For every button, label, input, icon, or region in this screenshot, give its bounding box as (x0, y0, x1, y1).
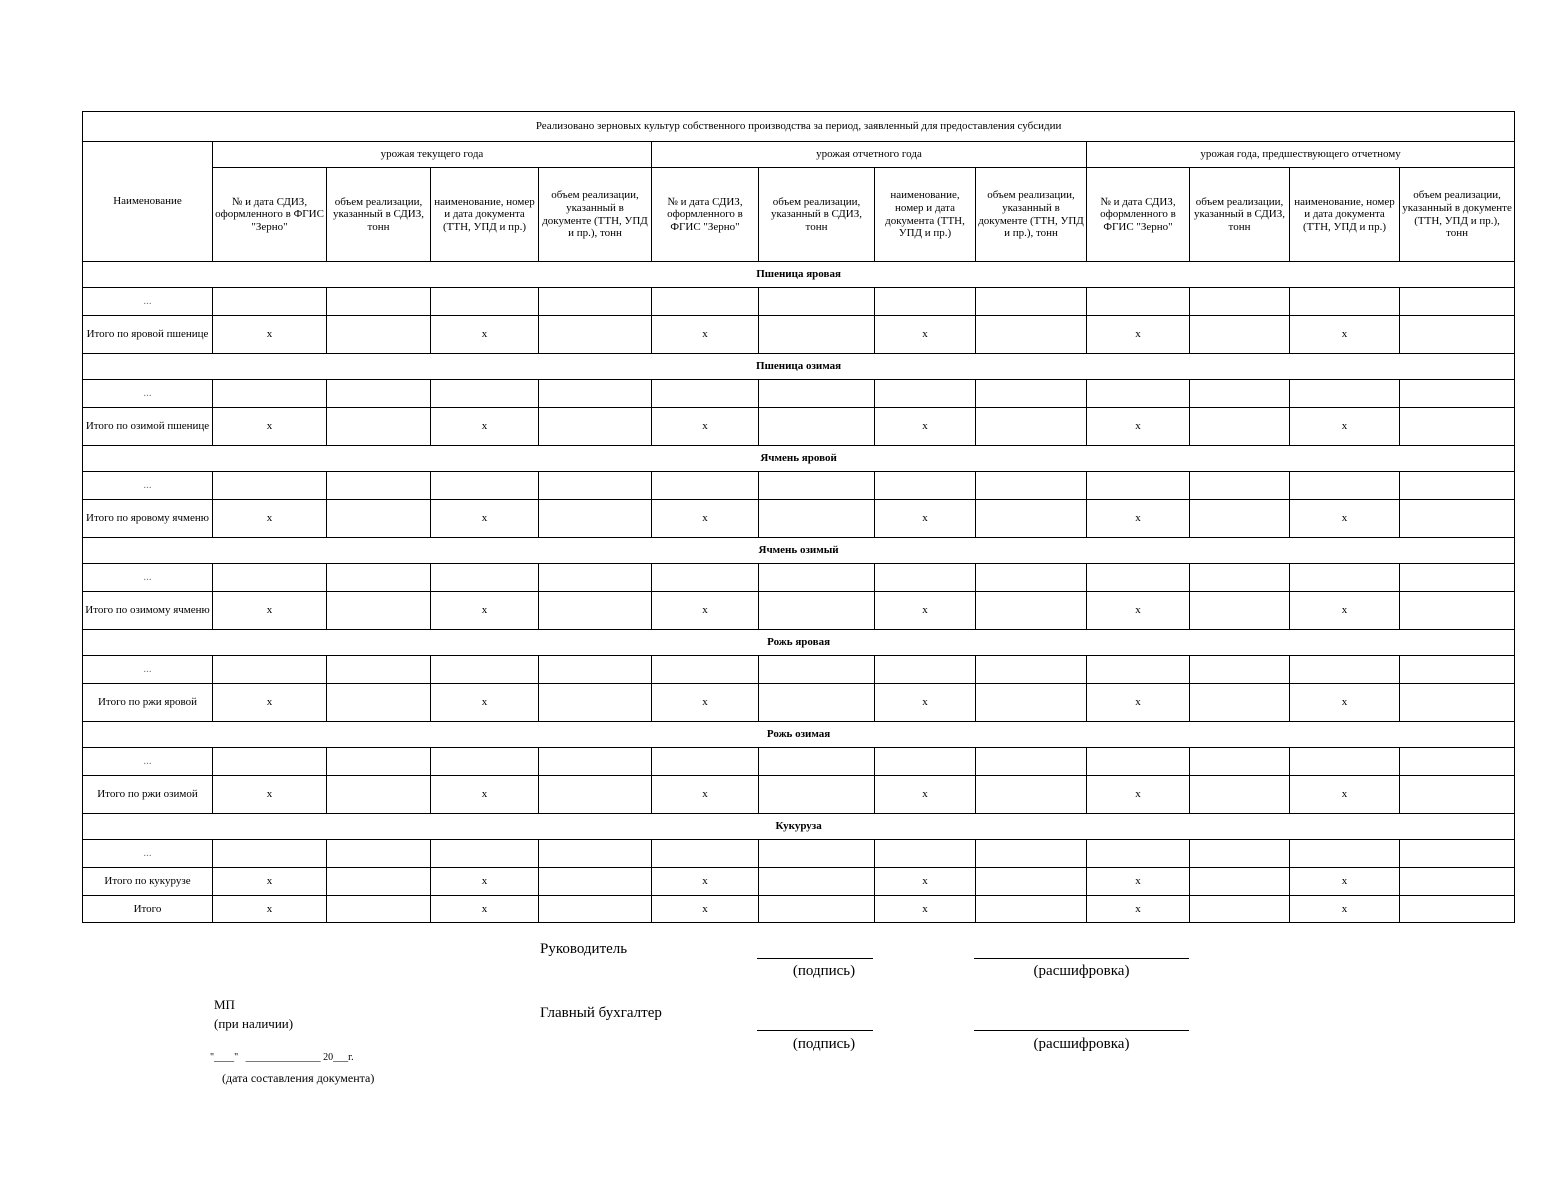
not-applicable-mark: x (875, 500, 976, 538)
date-caption: (дата составления документа) (222, 1071, 375, 1085)
entry-placeholder: ... (83, 380, 213, 408)
total-cell[interactable] (759, 776, 875, 814)
data-cell[interactable] (652, 748, 759, 776)
data-cell[interactable] (213, 656, 327, 684)
data-cell[interactable] (431, 288, 539, 316)
total-cell[interactable] (759, 592, 875, 630)
total-cell[interactable] (327, 592, 431, 630)
total-cell[interactable] (1400, 408, 1515, 446)
data-cell[interactable] (1190, 748, 1290, 776)
data-cell[interactable] (759, 380, 875, 408)
not-applicable-mark: x (875, 408, 976, 446)
total-cell[interactable] (1400, 868, 1515, 896)
data-cell[interactable] (327, 564, 431, 592)
not-applicable-mark: x (1087, 408, 1190, 446)
data-cell[interactable] (652, 472, 759, 500)
column-header: № и дата СДИЗ, оформленного в ФГИС "Зерно" (1087, 168, 1190, 262)
column-header: наименование, номер и дата документа (ТТН, УПД и пр.) (875, 168, 976, 262)
not-applicable-mark: x (875, 868, 976, 896)
data-cell[interactable] (213, 380, 327, 408)
data-cell[interactable] (431, 748, 539, 776)
column-header: № и дата СДИЗ, оформленного в ФГИС "Зерно" (652, 168, 759, 262)
total-cell[interactable] (976, 316, 1087, 354)
total-cell[interactable] (1190, 592, 1290, 630)
not-applicable-mark: x (1087, 896, 1190, 923)
not-applicable-mark: x (875, 776, 976, 814)
column-header: наименование, номер и дата документа (ТТН, УПД и пр.) (431, 168, 539, 262)
group-header-previous: урожая года, предшествующего отчетному (1087, 142, 1515, 168)
section-title: Ячмень яровой (83, 446, 1515, 472)
not-applicable-mark: x (431, 592, 539, 630)
section-total-label: Итого по ржи яровой (83, 684, 213, 722)
grand-total-cell[interactable] (759, 896, 875, 923)
total-cell[interactable] (976, 868, 1087, 896)
total-cell[interactable] (1400, 776, 1515, 814)
not-applicable-mark: x (1087, 684, 1190, 722)
not-applicable-mark: x (431, 500, 539, 538)
accountant-signature-caption: (подпись) (792, 1036, 856, 1052)
data-cell[interactable] (875, 840, 976, 868)
data-cell[interactable] (213, 472, 327, 500)
section-total-label: Итого по кукурузе (83, 868, 213, 896)
not-applicable-mark: x (1290, 684, 1400, 722)
data-cell[interactable] (431, 472, 539, 500)
total-cell[interactable] (1400, 500, 1515, 538)
data-cell[interactable] (1290, 748, 1400, 776)
data-cell[interactable] (213, 748, 327, 776)
column-header: объем реализации, указанный в СДИЗ, тонн (759, 168, 875, 262)
data-cell[interactable] (1190, 840, 1290, 868)
not-applicable-mark: x (652, 316, 759, 354)
not-applicable-mark: x (875, 316, 976, 354)
total-cell[interactable] (1400, 684, 1515, 722)
column-header: объем реализации, указанный в документе (ТТН, УПД и пр.), тонн (1400, 168, 1515, 262)
stamp-label: МП (214, 997, 235, 1012)
data-cell[interactable] (431, 656, 539, 684)
data-cell[interactable] (327, 288, 431, 316)
data-cell[interactable] (976, 656, 1087, 684)
not-applicable-mark: x (1290, 592, 1400, 630)
not-applicable-mark: x (1290, 896, 1400, 923)
data-cell[interactable] (759, 472, 875, 500)
data-cell[interactable] (976, 840, 1087, 868)
section-total-label: Итого по ржи озимой (83, 776, 213, 814)
column-header: наименование, номер и дата документа (ТТН, УПД и пр.) (1290, 168, 1400, 262)
data-cell[interactable] (539, 288, 652, 316)
data-cell[interactable] (327, 748, 431, 776)
data-cell[interactable] (1087, 840, 1190, 868)
data-cell[interactable] (327, 840, 431, 868)
grand-total-cell[interactable] (976, 896, 1087, 923)
total-cell[interactable] (327, 776, 431, 814)
date-line: "____" _______________ 20___г. (210, 1052, 354, 1063)
section-title: Кукуруза (83, 814, 1515, 840)
not-applicable-mark: x (1087, 868, 1190, 896)
not-applicable-mark: x (1290, 316, 1400, 354)
not-applicable-mark: x (213, 316, 327, 354)
not-applicable-mark: x (1087, 500, 1190, 538)
total-cell[interactable] (539, 316, 652, 354)
data-cell[interactable] (1290, 472, 1400, 500)
grand-total-label: Итого (83, 896, 213, 923)
entry-placeholder: ... (83, 472, 213, 500)
data-cell[interactable] (1190, 288, 1290, 316)
stamp-note: (при наличии) (214, 1016, 294, 1031)
data-cell[interactable] (539, 656, 652, 684)
data-cell[interactable] (213, 288, 327, 316)
data-cell[interactable] (539, 748, 652, 776)
grand-total-cell[interactable] (1400, 896, 1515, 923)
not-applicable-mark: x (431, 684, 539, 722)
total-cell[interactable] (976, 592, 1087, 630)
data-cell[interactable] (652, 288, 759, 316)
data-cell[interactable] (875, 380, 976, 408)
section-title: Пшеница яровая (83, 262, 1515, 288)
accountant-signature-line (757, 1030, 873, 1031)
head-signature-caption: (подпись) (792, 963, 856, 979)
data-cell[interactable] (1087, 472, 1190, 500)
total-cell[interactable] (327, 684, 431, 722)
data-cell[interactable] (431, 840, 539, 868)
data-cell[interactable] (1087, 288, 1190, 316)
data-cell[interactable] (1290, 656, 1400, 684)
section-title: Ячмень озимый (83, 538, 1515, 564)
data-cell[interactable] (759, 564, 875, 592)
name-header: Наименование (83, 142, 213, 262)
head-decoding-caption: (расшифровка) (1033, 963, 1130, 979)
data-cell[interactable] (759, 748, 875, 776)
head-decoding-line (974, 958, 1189, 959)
not-applicable-mark: x (652, 592, 759, 630)
entry-placeholder: ... (83, 840, 213, 868)
not-applicable-mark: x (213, 684, 327, 722)
data-cell[interactable] (1400, 288, 1515, 316)
data-cell[interactable] (1087, 748, 1190, 776)
not-applicable-mark: x (431, 776, 539, 814)
data-cell[interactable] (652, 840, 759, 868)
total-cell[interactable] (1400, 316, 1515, 354)
entry-placeholder: ... (83, 748, 213, 776)
not-applicable-mark: x (652, 776, 759, 814)
total-cell[interactable] (1190, 776, 1290, 814)
data-cell[interactable] (1290, 564, 1400, 592)
not-applicable-mark: x (652, 896, 759, 923)
data-cell[interactable] (327, 472, 431, 500)
group-header-reporting: урожая отчетного года (652, 142, 1087, 168)
data-cell[interactable] (1400, 472, 1515, 500)
data-cell[interactable] (1087, 380, 1190, 408)
grand-total-cell[interactable] (1190, 896, 1290, 923)
data-cell[interactable] (539, 380, 652, 408)
head-label: Руководитель (540, 941, 628, 957)
not-applicable-mark: x (652, 684, 759, 722)
total-cell[interactable] (759, 500, 875, 538)
not-applicable-mark: x (875, 592, 976, 630)
table-title: Реализовано зерновых культур собственного производства за период, заявленный для предоставления субсидии (83, 112, 1515, 142)
not-applicable-mark: x (1087, 592, 1190, 630)
not-applicable-mark: x (213, 408, 327, 446)
data-cell[interactable] (759, 840, 875, 868)
data-cell[interactable] (1290, 840, 1400, 868)
total-cell[interactable] (539, 776, 652, 814)
data-cell[interactable] (1400, 748, 1515, 776)
total-cell[interactable] (539, 500, 652, 538)
total-cell[interactable] (327, 408, 431, 446)
total-cell[interactable] (759, 408, 875, 446)
not-applicable-mark: x (1087, 776, 1190, 814)
data-cell[interactable] (875, 656, 976, 684)
data-cell[interactable] (976, 748, 1087, 776)
grain-sales-table (82, 111, 1515, 923)
not-applicable-mark: x (431, 896, 539, 923)
section-total-label: Итого по озимой пшенице (83, 408, 213, 446)
data-cell[interactable] (1290, 380, 1400, 408)
not-applicable-mark: x (1290, 408, 1400, 446)
grand-total-cell[interactable] (327, 896, 431, 923)
data-cell[interactable] (976, 288, 1087, 316)
total-cell[interactable] (1190, 316, 1290, 354)
total-cell[interactable] (327, 316, 431, 354)
total-cell[interactable] (1190, 684, 1290, 722)
not-applicable-mark: x (431, 868, 539, 896)
total-cell[interactable] (539, 408, 652, 446)
section-title: Рожь яровая (83, 630, 1515, 656)
column-header: объем реализации, указанный в СДИЗ, тонн (1190, 168, 1290, 262)
not-applicable-mark: x (431, 408, 539, 446)
total-cell[interactable] (976, 684, 1087, 722)
total-cell[interactable] (1400, 592, 1515, 630)
data-cell[interactable] (1190, 656, 1290, 684)
not-applicable-mark: x (213, 592, 327, 630)
data-cell[interactable] (327, 656, 431, 684)
total-cell[interactable] (539, 684, 652, 722)
entry-placeholder: ... (83, 288, 213, 316)
total-cell[interactable] (1190, 408, 1290, 446)
data-cell[interactable] (1190, 564, 1290, 592)
total-cell[interactable] (327, 500, 431, 538)
not-applicable-mark: x (652, 408, 759, 446)
data-cell[interactable] (976, 564, 1087, 592)
total-cell[interactable] (327, 868, 431, 896)
data-cell[interactable] (1087, 656, 1190, 684)
not-applicable-mark: x (652, 500, 759, 538)
data-cell[interactable] (652, 656, 759, 684)
data-cell[interactable] (213, 564, 327, 592)
data-cell[interactable] (1190, 380, 1290, 408)
data-cell[interactable] (1087, 564, 1190, 592)
total-cell[interactable] (1190, 868, 1290, 896)
data-cell[interactable] (539, 472, 652, 500)
column-header: объем реализации, указанный в документе (ТТН, УПД и пр.), тонн (976, 168, 1087, 262)
data-cell[interactable] (1400, 840, 1515, 868)
data-cell[interactable] (1400, 564, 1515, 592)
section-total-label: Итого по яровой пшенице (83, 316, 213, 354)
section-title: Рожь озимая (83, 722, 1515, 748)
data-cell[interactable] (213, 840, 327, 868)
total-cell[interactable] (976, 776, 1087, 814)
total-cell[interactable] (539, 592, 652, 630)
not-applicable-mark: x (1290, 868, 1400, 896)
column-header: объем реализации, указанный в СДИЗ, тонн (327, 168, 431, 262)
group-header-current: урожая текущего года (213, 142, 652, 168)
data-cell[interactable] (875, 472, 976, 500)
accountant-decoding-caption: (расшифровка) (1033, 1036, 1130, 1052)
not-applicable-mark: x (213, 500, 327, 538)
data-cell[interactable] (652, 380, 759, 408)
total-cell[interactable] (759, 684, 875, 722)
not-applicable-mark: x (213, 776, 327, 814)
data-cell[interactable] (759, 288, 875, 316)
data-cell[interactable] (1400, 656, 1515, 684)
data-cell[interactable] (652, 564, 759, 592)
data-cell[interactable] (875, 288, 976, 316)
total-cell[interactable] (539, 868, 652, 896)
not-applicable-mark: x (213, 868, 327, 896)
column-header: объем реализации, указанный в документе (ТТН, УПД и пр.), тонн (539, 168, 652, 262)
data-cell[interactable] (976, 472, 1087, 500)
data-cell[interactable] (1290, 288, 1400, 316)
accountant-decoding-line (974, 1030, 1189, 1031)
not-applicable-mark: x (431, 316, 539, 354)
data-cell[interactable] (327, 380, 431, 408)
chief-accountant-label: Главный бухгалтер (540, 1005, 662, 1021)
entry-placeholder: ... (83, 656, 213, 684)
grand-total-cell[interactable] (539, 896, 652, 923)
head-signature-line (757, 958, 873, 959)
total-cell[interactable] (1190, 500, 1290, 538)
data-cell[interactable] (976, 380, 1087, 408)
not-applicable-mark: x (652, 868, 759, 896)
not-applicable-mark: x (1087, 316, 1190, 354)
entry-placeholder: ... (83, 564, 213, 592)
data-cell[interactable] (1190, 472, 1290, 500)
data-cell[interactable] (431, 380, 539, 408)
not-applicable-mark: x (1290, 500, 1400, 538)
data-cell[interactable] (539, 564, 652, 592)
data-cell[interactable] (431, 564, 539, 592)
total-cell[interactable] (976, 500, 1087, 538)
column-header: № и дата СДИЗ, оформленного в ФГИС "Зерно" (213, 168, 327, 262)
data-cell[interactable] (875, 564, 976, 592)
data-cell[interactable] (1400, 380, 1515, 408)
section-title: Пшеница озимая (83, 354, 1515, 380)
data-cell[interactable] (539, 840, 652, 868)
data-cell[interactable] (759, 656, 875, 684)
not-applicable-mark: x (213, 896, 327, 923)
not-applicable-mark: x (875, 896, 976, 923)
total-cell[interactable] (759, 316, 875, 354)
section-total-label: Итого по яровому ячменю (83, 500, 213, 538)
data-cell[interactable] (875, 748, 976, 776)
not-applicable-mark: x (875, 684, 976, 722)
section-total-label: Итого по озимому ячменю (83, 592, 213, 630)
total-cell[interactable] (976, 408, 1087, 446)
not-applicable-mark: x (1290, 776, 1400, 814)
total-cell[interactable] (759, 868, 875, 896)
